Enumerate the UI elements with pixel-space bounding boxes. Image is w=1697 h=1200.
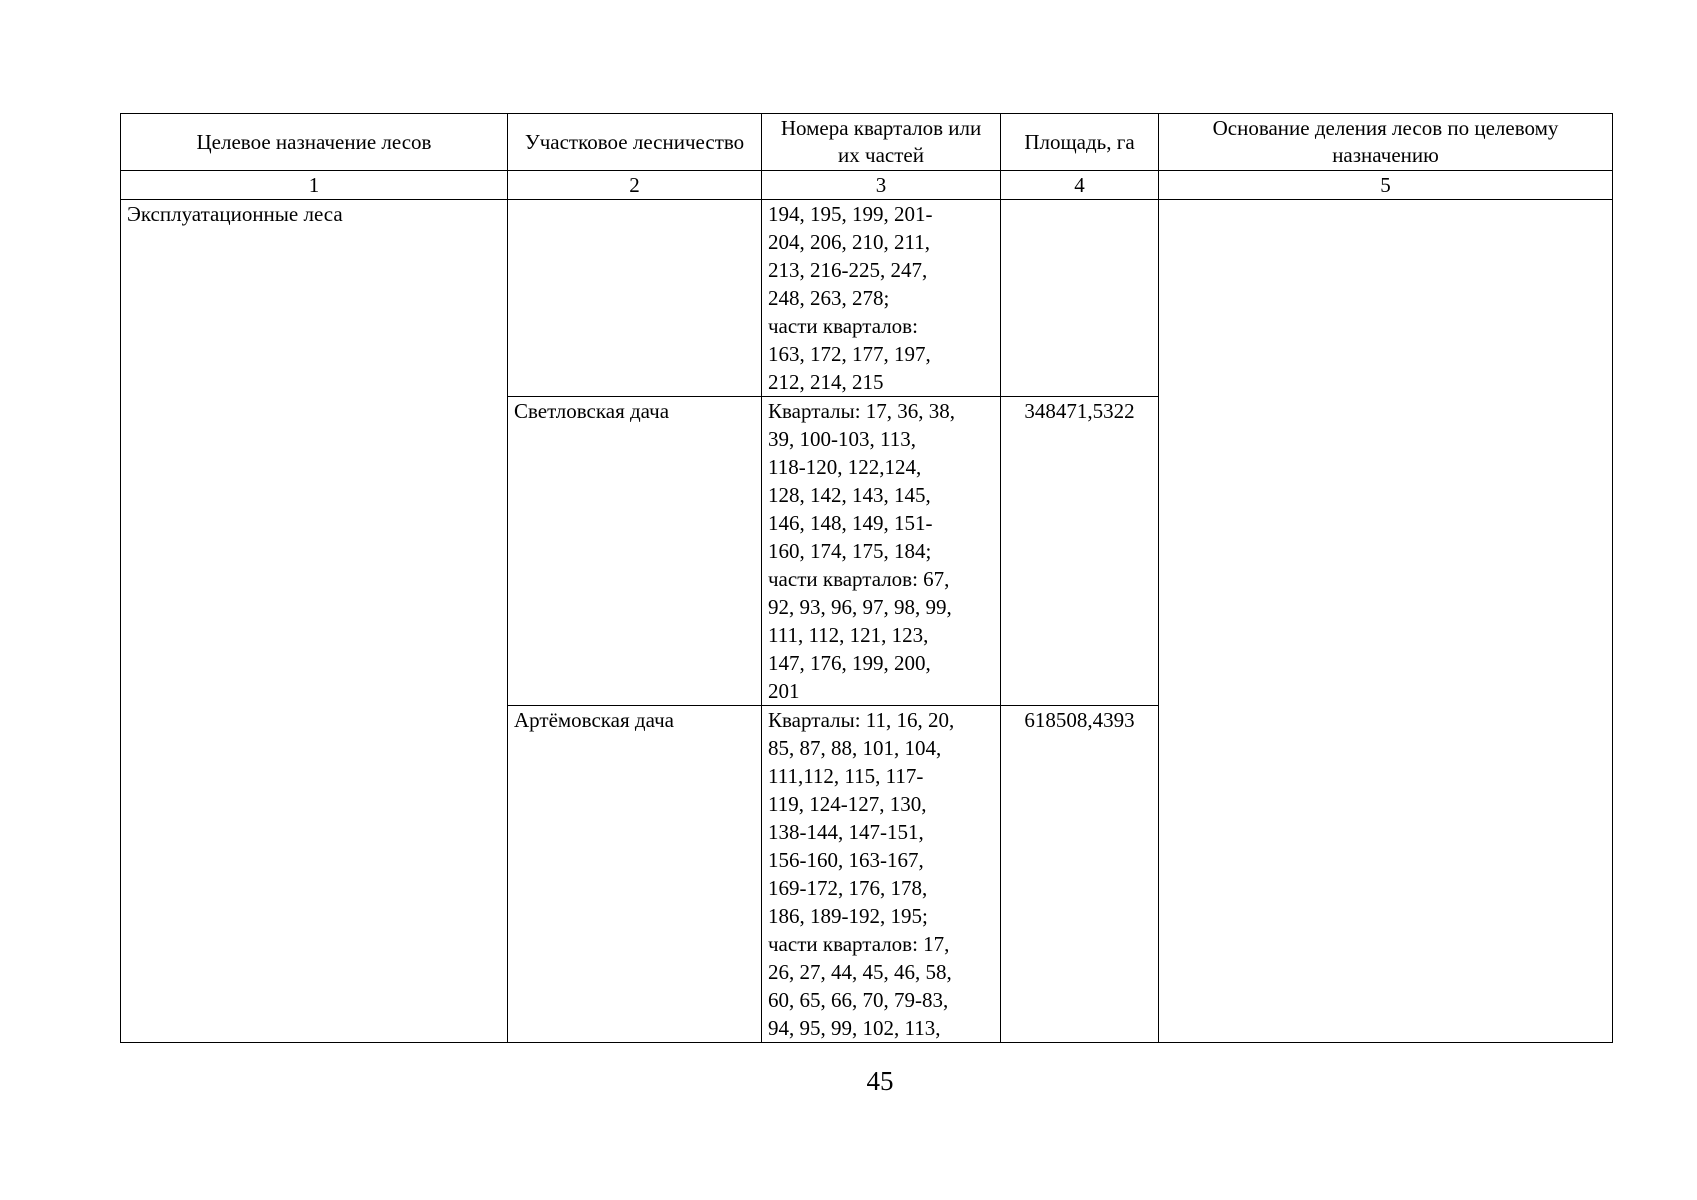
column-number: 5 [1159, 171, 1613, 200]
column-number: 1 [121, 171, 508, 200]
quarters-cell [762, 200, 1001, 397]
area-cell [1001, 200, 1159, 397]
header-quarters: Номера кварталов или их частей [762, 114, 1001, 171]
quarters-text: Кварталы: 11, 16, 20, 85, 87, 88, 101, 104, 111,112, 115, 117- 119, 124-127, 130, 138-144, 147-151, 156-160, 163-167, 169-172, 176, 178, 186, 189-192, 195; части кварталов: 17, 26, 27, 44, 45, 46, 58, 60, 65, 66, 70, 79-83, 94, 95, 99, 102, 113, [768, 708, 955, 1040]
header-area: Площадь, га [1001, 114, 1159, 171]
column-number-row [121, 171, 1613, 200]
quarters-cell [762, 706, 1001, 1043]
quarters-cell [762, 397, 1001, 706]
table-row [121, 200, 1613, 397]
column-number: 3 [762, 171, 1001, 200]
header-basis: Основание деления лесов по целевому назначению [1159, 114, 1613, 171]
purpose-cell: Эксплуатационные леса [121, 200, 508, 1043]
forestry-cell [508, 200, 762, 397]
forestry-cell: Светловская дача [508, 397, 762, 706]
quarters-text: Кварталы: 17, 36, 38, 39, 100-103, 113, 118-120, 122,124, 128, 142, 143, 145, 146, 148, 149, 151- 160, 174, 175, 184; части кварталов: 67, 92, 93, 96, 97, 98, 99, 111, 112, 121, 123, 147, 176, 199, 200, 201 [768, 399, 956, 703]
column-number: 4 [1001, 171, 1159, 200]
area-cell: 618508,4393 [1001, 706, 1159, 1043]
column-number: 2 [508, 171, 762, 200]
basis-cell [1159, 200, 1613, 1043]
page-number: 45 [866, 1066, 894, 1096]
table-header-row [121, 114, 1613, 171]
quarters-text: 194, 195, 199, 201- 204, 206, 210, 211, 213, 216-225, 247, 248, 263, 278; части кварталов: 163, 172, 177, 197, 212, 214, 215 [768, 202, 933, 394]
forestry-cell: Артёмовская дача [508, 706, 762, 1043]
area-cell: 348471,5322 [1001, 397, 1159, 706]
header-forestry: Участковое лесничество [508, 114, 762, 171]
forest-purpose-table [120, 113, 1613, 1043]
header-purpose: Целевое назначение лесов [121, 114, 508, 171]
